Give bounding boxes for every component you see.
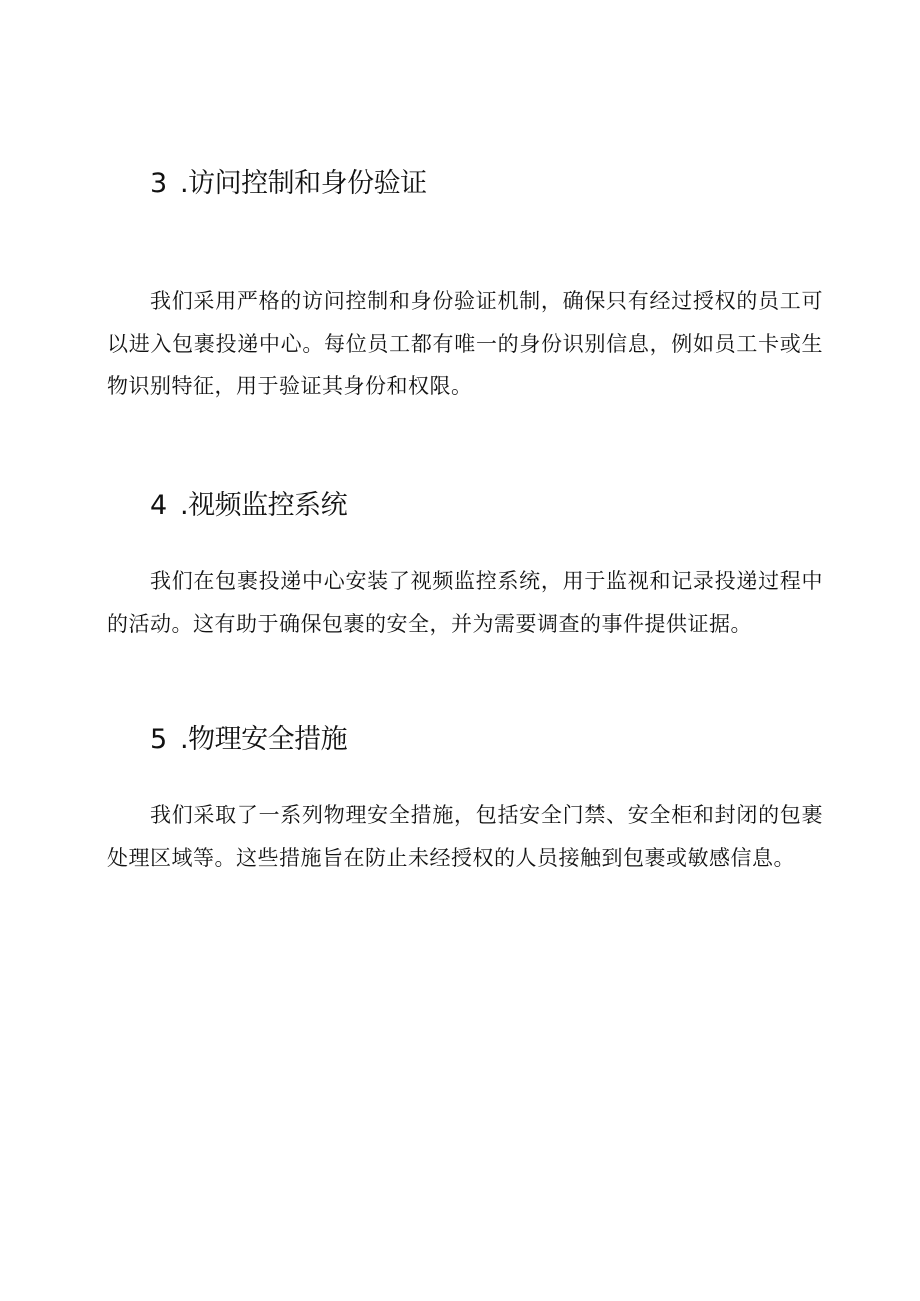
section-heading-3 — [150, 164, 427, 204]
section-title: .视频监控系统 — [180, 490, 348, 521]
section-paragraph-5: 我们采取了一系列物理安全措施，包括安全门禁、安全柜和封闭的包裹处理区域等。这些措施旨在防止未经授权的人员接触到包裹或敏感信息。 — [107, 803, 823, 870]
section-number: 5 — [150, 724, 167, 755]
section-number: 3 — [150, 168, 167, 199]
section-heading-5 — [150, 720, 347, 760]
section-number: 4 — [150, 490, 167, 521]
section-paragraph-4: 我们在包裹投递中心安装了视频监控系统，用于监视和记录投递过程中的活动。这有助于确保包裹的安全，并为需要调查的事件提供证据。 — [107, 569, 823, 636]
section-title: .访问控制和身份验证 — [180, 168, 427, 199]
section-title: .物理安全措施 — [180, 724, 348, 755]
section-paragraph-3: 我们采用严格的访问控制和身份验证机制，确保只有经过授权的员工可以进入包裹投递中心。每位员工都有唯一的身份识别信息，例如员工卡或生物识别特征，用于验证其身份和权限。 — [107, 289, 823, 398]
section-heading-4 — [150, 486, 347, 526]
